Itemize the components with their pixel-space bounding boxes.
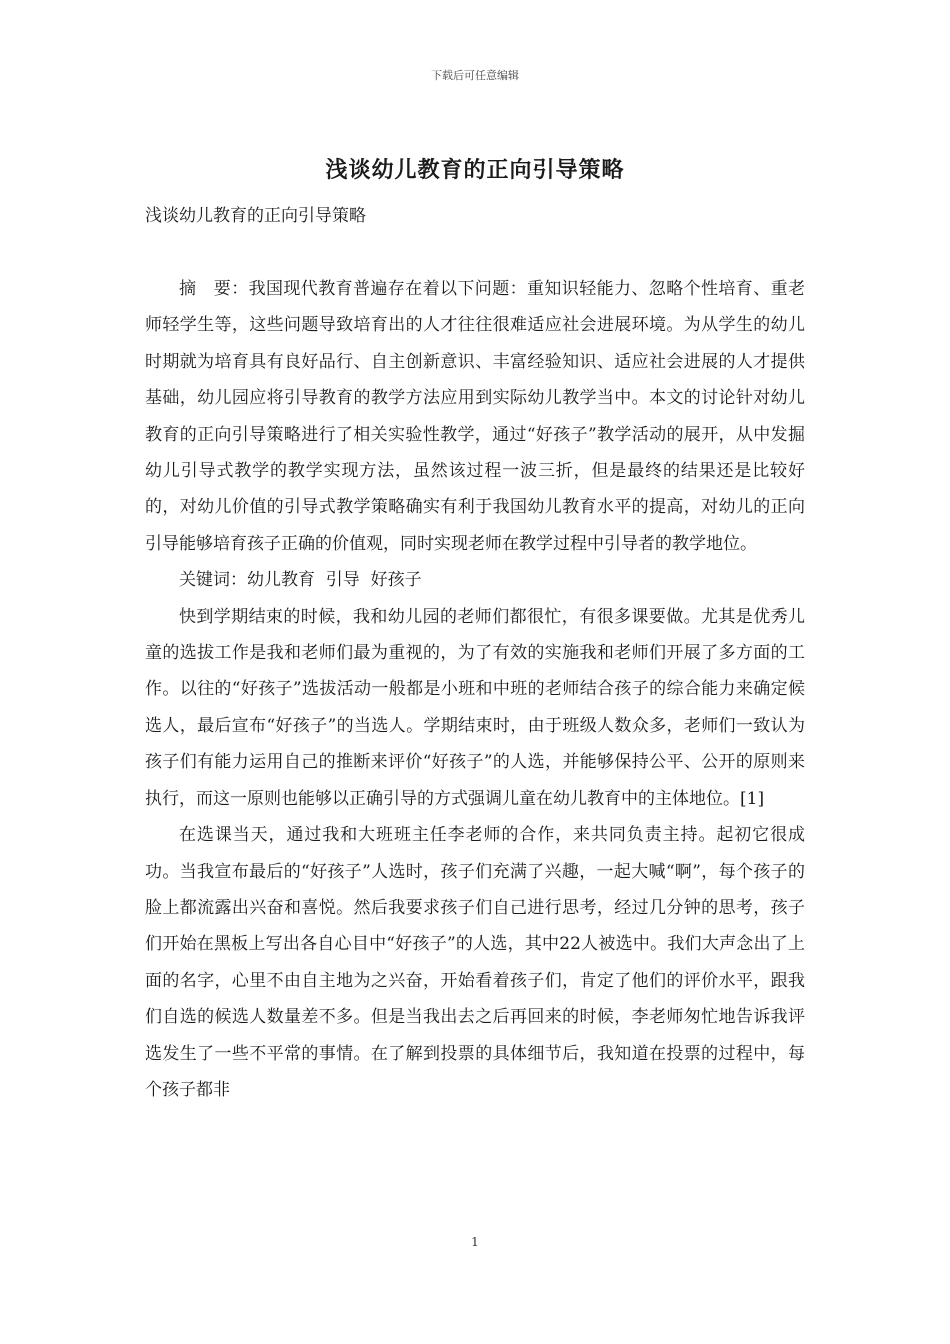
body-paragraph: 快到学期结束的时候，我和幼儿园的老师们都很忙，有很多课要做。尤其是优秀儿童的选拔工作是我和老师们最为重视的，为了有效的实施我和老师们开展了多方面的工作。以往的“好孩子”选拔活动一般都是小班和中班的老师结合孩子的综合能力来确定候选人，最后宣布“好孩子”的当选人。学期结束时，由于班级人数众多，老师们一致认为孩子们有能力运用自己的推断来评价“好孩子”的人选，并能够保持公平、公开的原则来执行，而这一原则也能够以正确引导的方式强调儿童在幼儿教育中的主体地位。[1] [145, 606, 805, 809]
document-body [145, 271, 805, 1108]
page-number: 1 [471, 1235, 479, 1249]
keywords-line: 关键词：幼儿教育 引导 好孩子 [179, 570, 422, 591]
body-paragraph: 在选课当天，通过我和大班班主任李老师的合作，来共同负责主持。起初它很成功。当我宣布最后的“好孩子”人选时，孩子们充满了兴趣，一起大喊“啊”，每个孩子的脸上都流露出兴奋和喜悦。然后我要求孩子们自己进行思考，经过几分钟的思考，孩子们开始在黑板上写出各自心目中“好孩子”的人选，其中22人被选中。我们大声念出了上面的名字，心里不由自主地为之兴奋，开始看着孩子们，肯定了他们的评价水平，跟我们自选的候选人数量差不多。但是当我出去之后再回来的时候，李老师匆忙地告诉我评选发生了一些不平常的事情。在了解到投票的具体细节后，我知道在投票的过程中，每个孩子都非 [145, 825, 805, 1100]
document-subtitle: 浅谈幼儿教育的正向引导策略 [145, 206, 366, 226]
page-header-note: 下载后可任意编辑 [431, 69, 519, 82]
abstract-paragraph: 摘 要：我国现代教育普遍存在着以下问题：重知识轻能力、忽略个性培育、重老师轻学生等，这些问题导致培育出的人才往往很难适应社会进展环境。为从学生的幼儿时期就为培育具有良好品行、自主创新意识、丰富经验知识、适应社会进展的人才提供基础，幼儿园应将引导教育的教学方法应用到实际幼儿教学当中。本文的讨论针对幼儿教育的正向引导策略进行了相关实验性教学，通过“好孩子”教学活动的展开，从中发掘幼儿引导式教学的教学实现方法，虽然该过程一波三折，但是最终的结果还是比较好的，对幼儿价值的引导式教学策略确实有利于我国幼儿教育水平的提高，对幼儿的正向引导能够培育孩子正确的价值观，同时实现老师在教学过程中引导者的教学地位。 [145, 279, 805, 554]
document-title: 浅谈幼儿教育的正向引导策略 [325, 157, 625, 183]
